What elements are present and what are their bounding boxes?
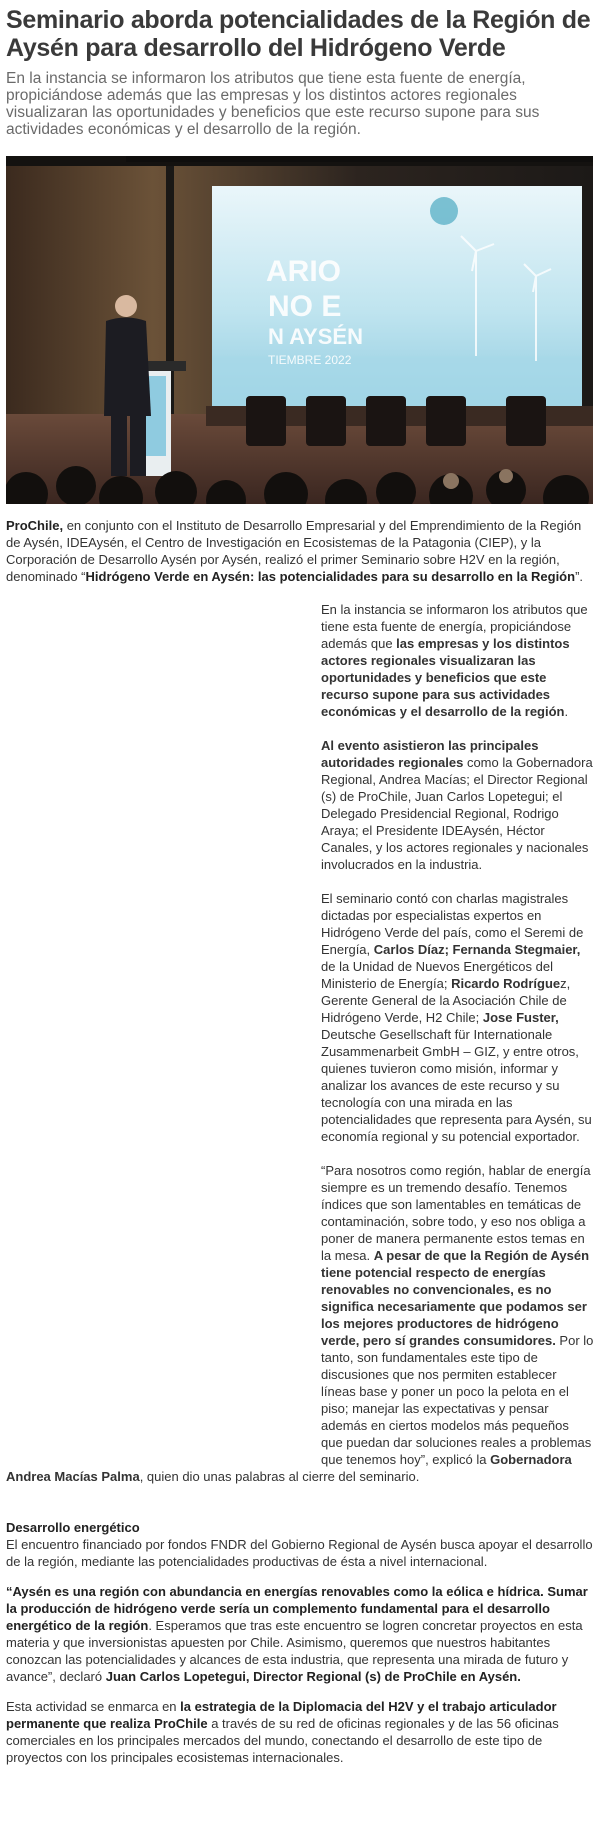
screen-text-4: TIEMBRE 2022 [268, 353, 352, 367]
seminar-photo-illustration [6, 156, 593, 504]
screen-text-3: N AYSÉN [268, 324, 363, 349]
article-photo [6, 156, 593, 504]
p6-bold-2: Juan Carlos Lopetegui, Director Regional (s) de ProChile en Aysén. [105, 1669, 521, 1684]
p2-bold-1: Al evento asistieron las principales autoridades regionales [321, 738, 539, 770]
paragraph-director-quote [6, 1583, 594, 1685]
p4-text-1: “Para nosotros como región, hablar de energía siempre es un tremendo desafío. Tenemos índices que son lamentables en temáticas de contaminación, sobre todo, y eso nos obliga a poner de manera permanente estos temas en la mesa. [321, 1163, 591, 1263]
subheading-energy-development: Desarrollo energético [6, 1520, 140, 1535]
p3-text-4: Deutsche Gesellschaft für Internationale Zusammenarbeit GmbH – GIZ, y entre otros, quienes tuvieron como misión, informar y analizar los avances de este recurso y su tecnología con una mirada en las potencialidades que representa para Aysén, su economía regional y su potencial exportador. [321, 1027, 592, 1144]
p2-text-1: como la Gobernadora Regional, Andrea Macías; el Director Regional (s) de ProChile, Juan Carlos Lopetegui; el Delegado Presidencial Regional, Rodrigo Araya; el Presidente IDEAysén, Héctor Canales, y los actores regionales y nacionales involucrados en la industria. [321, 755, 593, 872]
article-title: Seminario aborda potencialidades de la Región de Aysén para desarrollo del Hidrógeno Verde [6, 6, 591, 62]
intro-text-1: en conjunto con el Instituto de Desarrollo Empresarial y del Emprendimiento de la Región de Aysén, IDEAysén, el Centro de Investigación en Ecosistemas de la Patagonia (CIEP), y la Corporación de Desarrollo Aysén por Aysén, realizó el primer Seminario sobre H2V en la región, denominado “ [6, 518, 582, 584]
blank-embed-area [6, 601, 321, 1456]
p7-text-2: a través de su red de oficinas regionales y de las 56 oficinas comerciales en los principales mercados del mundo, conectando el desarrollo de este tipo de proyectos con los principales ecosistemas internacionales. [6, 1716, 559, 1765]
p7-text-1: Esta actividad se enmarca en [6, 1699, 181, 1714]
intro-paragraph [6, 517, 594, 585]
screen-text-1: ARIO [266, 255, 341, 288]
p3-text-1: El seminario contó con charlas magistrales dictadas por especialistas expertos en Hidrógeno Verde del país, como el Seremi de Energía, [321, 891, 584, 957]
p6-bold-1: “Aysén es una región con abundancia en energías renovables como la eólica e hídrica. Sumar la producción de hidrógeno verde sería un complemento fundamental para el desarrollo energético de la región [6, 1584, 588, 1633]
p4-bold-2: Gobernadora Andrea Macías Palma [6, 1452, 572, 1484]
intro-bold-1: ProChile, [6, 518, 64, 533]
p7-bold-1: la estrategia de la Diplomacia del H2V y el trabajo articulador permanente que realiza ProChile [6, 1699, 557, 1731]
article-lead: En la instancia se informaron los atributos que tiene esta fuente de energía, propiciándose además que las empresas y los distintos actores regionales visualizaran las oportunidades y beneficios que este recurso supone para sus actividades económicas y el desarrollo de la región. [6, 70, 540, 138]
p3-text-2: de la Unidad de Nuevos Energéticos del Ministerio de Energía; [321, 959, 553, 991]
p4-bold-1: A pesar de que la Región de Aysén tiene potencial respecto de energías renovables no convencionales, es no significa necesariamente que podamos ser los mejores productores de hidrógeno verde, pero sí grandes consumidores. [321, 1248, 590, 1348]
p3-text-3: z, Gerente General de la Asociación Chile de Hidrógeno Verde, H2 Chile; [321, 976, 571, 1025]
p4-text-2: Por lo tanto, son fundamentales este tipo de discusiones que nos permiten establecer líneas base y poner un poco la pelota en el piso; manejar las expectativas y pensar además en ciertos modelos más pequeños que puedan dar soluciones reales a problemas que tenemos hoy”, explicó la [321, 1333, 594, 1467]
article-body-wrap [6, 601, 594, 1502]
p1-text-2: . [564, 704, 569, 719]
paragraph-strategy [6, 1698, 594, 1766]
p3-bold-3: Jose Fuster, [482, 1010, 559, 1025]
p3-bold-1: Carlos Díaz; Fernanda Stegmaier, [373, 942, 581, 957]
p1-text-1: En la instancia se informaron los atributos que tiene esta fuente de energía, propiciándose además que [321, 602, 588, 651]
p6-text-1: . Esperamos que tras este encuentro se logren concretar proyectos en esta materia y que inversionistas apuesten por Chile. Asimismo, queremos que nuestros habitantes conozcan las potencialidades y alcances de esta industria, que representa una mirada de futuro y avance”, declaró [6, 1618, 583, 1684]
paragraph-funding: El encuentro financiado por fondos FNDR del Gobierno Regional de Aysén busca apoyar el desarrollo de la región, mediante las potencialidades productivas de ésta a nivel internacional. [6, 1537, 593, 1569]
p3-bold-2: Ricardo Rodrígue [451, 976, 561, 991]
intro-bold-2: Hidrógeno Verde en Aysén: las potencialidades para su desarrollo en la Región [85, 569, 576, 584]
intro-text-2: ”. [575, 569, 584, 584]
screen-text-2: NO E [268, 290, 342, 323]
p1-bold-1: las empresas y los distintos actores regionales visualizaran las oportunidades y beneficios que este recurso supone para sus actividades económicas y el desarrollo de la región [321, 636, 570, 719]
p4-text-3: , quien dio unas palabras al cierre del seminario. [139, 1469, 420, 1484]
